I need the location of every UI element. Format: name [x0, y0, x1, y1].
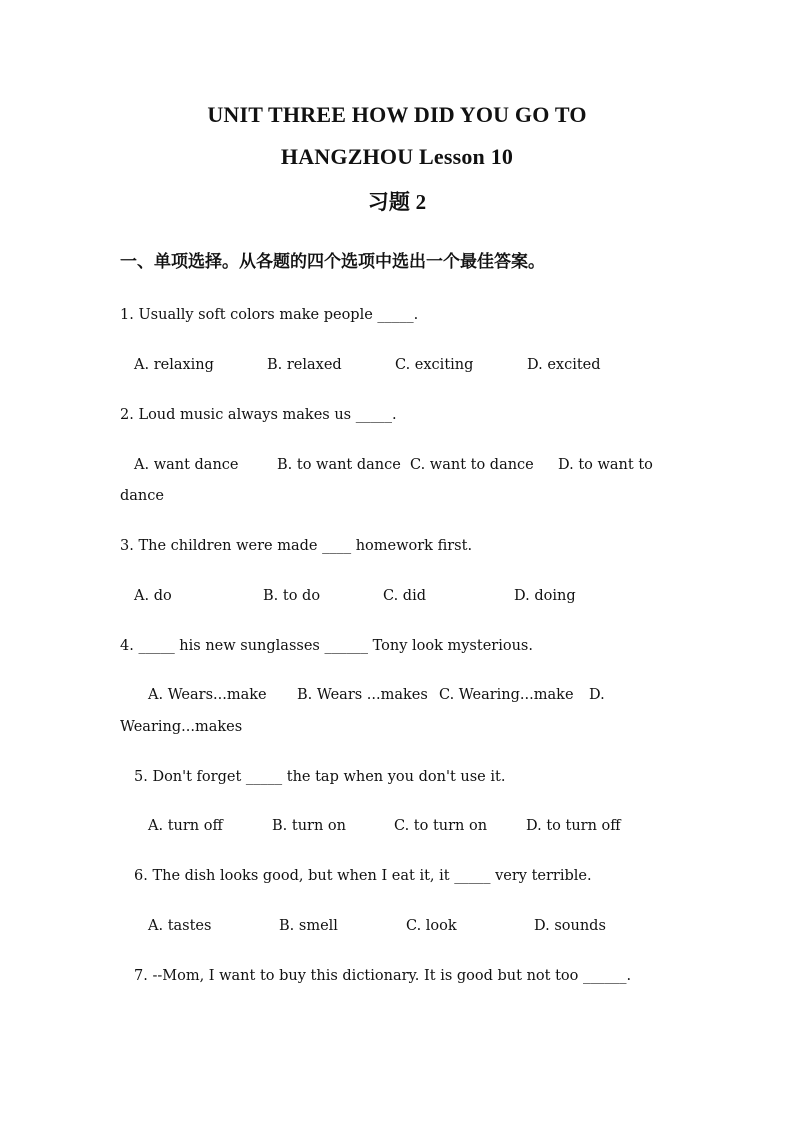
option-b: B. relaxed [267, 357, 342, 373]
option-d: D. [589, 687, 605, 703]
option-d: D. to want to [558, 457, 653, 473]
question-1-stem: 1. Usually soft colors make people _____. [120, 307, 419, 323]
option-b: B. to want dance [277, 457, 401, 473]
question-4-stem: 4. _____ his new sunglasses ______ Tony look mysterious. [120, 638, 533, 654]
section-heading: 一、单项选择。从各题的四个选项中选出一个最佳答案。 [120, 252, 545, 272]
option-a: A. tastes [148, 918, 212, 934]
title-line-1: UNIT THREE HOW DID YOU GO TO [207, 102, 587, 127]
option-a: A. do [134, 588, 172, 604]
question-6-stem: 6. The dish looks good, but when I eat it, it _____ very terrible. [134, 868, 592, 884]
option-d: D. doing [514, 588, 576, 604]
option-c: C. did [383, 588, 426, 604]
option-b: B. smell [279, 918, 338, 934]
question-2-stem: 2. Loud music always makes us _____. [120, 407, 397, 423]
question-2-options [0, 455, 794, 575]
option-c: C. want to dance [410, 457, 534, 473]
question-4-option-d-continued: Wearing...makes [120, 719, 243, 735]
option-c: C. look [406, 918, 457, 934]
question-7-stem: 7. --Mom, I want to buy this dictionary. It is good but not too ______. [134, 968, 632, 984]
exercise-subtitle: 习题 2 [367, 190, 427, 214]
title-line-2: HANGZHOU Lesson 10 [280, 144, 514, 169]
option-c: C. Wearing...make [439, 687, 574, 703]
option-a: A. want dance [134, 457, 239, 473]
question-3-stem: 3. The children were made ____ homework first. [120, 538, 473, 554]
option-b: B. Wears ...makes [297, 687, 428, 703]
question-2-option-d-continued: dance [120, 488, 164, 504]
option-d: D. to turn off [526, 818, 621, 834]
option-c: C. exciting [395, 357, 474, 373]
option-a: A. turn off [148, 818, 223, 834]
option-a: A. Wears...make [148, 687, 267, 703]
option-a: A. relaxing [134, 357, 214, 373]
option-d: D. sounds [534, 918, 606, 934]
question-5-stem: 5. Don't forget _____ the tap when you don't use it. [134, 769, 506, 785]
question-4-options [0, 685, 794, 805]
option-b: B. to do [263, 588, 321, 604]
option-c: C. to turn on [394, 818, 488, 834]
option-b: B. turn on [272, 818, 346, 834]
option-d: D. excited [527, 357, 601, 373]
